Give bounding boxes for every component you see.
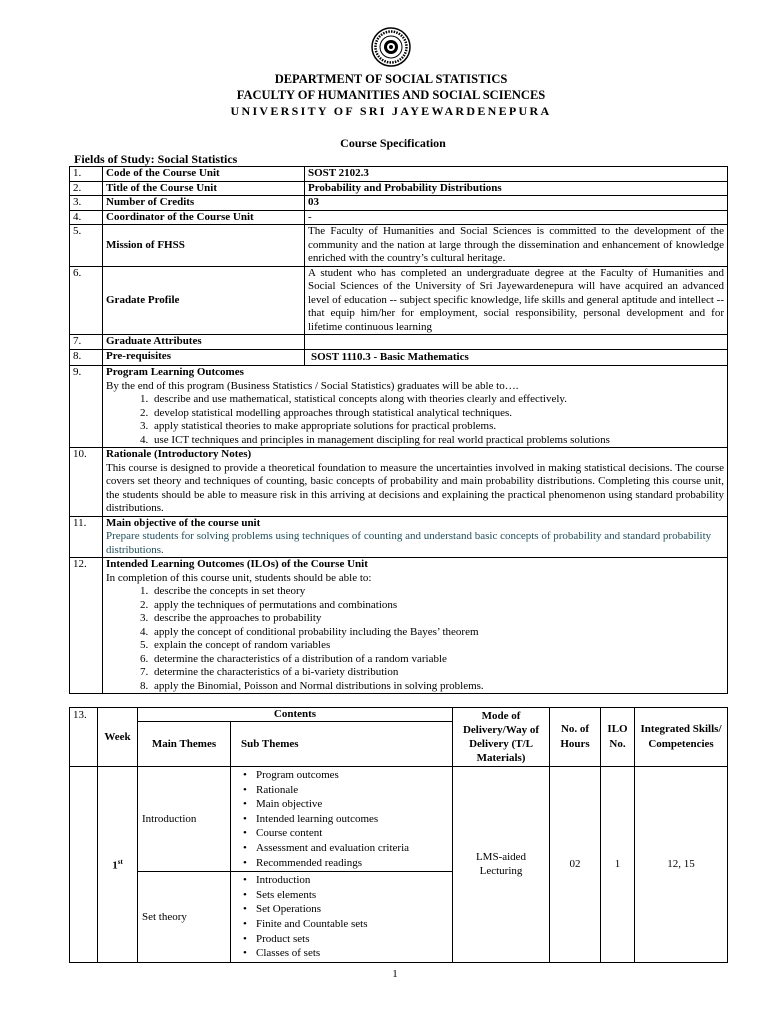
plo-cell <box>103 366 728 448</box>
row-label: Main objective of the course unit <box>106 516 261 529</box>
row-number: 12. <box>70 558 103 694</box>
course-title: Probability and Probability Distributions <box>305 181 728 196</box>
row-label: Rationale (Introductory Notes) <box>106 448 252 460</box>
week-cell <box>98 767 138 963</box>
row-coordinator <box>70 210 728 225</box>
sub-themes-cell <box>231 872 453 963</box>
week-number: 1 <box>112 859 118 872</box>
sub-themes-list <box>234 768 449 870</box>
row-course-code <box>70 167 728 182</box>
main-theme: Introduction <box>138 767 231 872</box>
row-graduate-attributes <box>70 335 728 350</box>
row-label: Graduate Attributes <box>103 335 305 350</box>
row-label: Code of the Course Unit <box>103 167 305 182</box>
list-item: 7. determine the characteristics of a bi-variety distribution <box>151 666 724 680</box>
list-item: 2. apply the techniques of permutations and combinations <box>151 599 724 613</box>
list-item: 4. apply the concept of conditional probability including the Bayes’ theorem <box>151 626 724 640</box>
row-course-title <box>70 181 728 196</box>
list-item: • Finite and Countable sets <box>256 917 449 932</box>
graduate-attributes-value <box>305 335 728 350</box>
row-number: 10. <box>70 448 103 517</box>
ilo-cell <box>103 558 728 694</box>
department-heading: DEPARTMENT OF SOCIAL STATISTICS <box>274 72 508 86</box>
credits-value: 03 <box>305 196 728 211</box>
main-theme: Set theory <box>138 872 231 963</box>
skills-value: 12, 15 <box>635 767 728 963</box>
prerequisites-value: SOST 1110.3 - Basic Mathematics <box>305 349 728 366</box>
row-main-objective <box>70 516 728 558</box>
document-title: Course Specification <box>340 136 446 150</box>
weekly-schedule-table <box>69 707 728 963</box>
row-program-learning-outcomes <box>70 366 728 448</box>
row-number: 6. <box>70 266 103 335</box>
schedule-header-row <box>70 708 728 722</box>
list-item: 3. apply statistical theories to make appropriate solutions for practical problems. <box>151 420 724 434</box>
ilo-header: ILO No. <box>601 708 635 767</box>
ilo-intro: In completion of this course unit, students should be able to: <box>106 571 372 584</box>
main-objective-cell <box>103 516 728 558</box>
row-label: Title of the Course Unit <box>103 181 305 196</box>
rationale-text: This course is designed to provide a theoretical foundation to measure the uncertainties involved in making statistical decisions. The course covers set theory and techniques of counting, basic concepts of probability and main probability distributions. Completing this course unit, the students should be able to measure risk in this arriving at decisions and explaining the practical phenomenon using standard probability distributions. <box>106 461 724 514</box>
delivery-mode: LMS-aided Lecturing <box>453 767 550 963</box>
list-item: • Assessment and evaluation criteria <box>256 841 449 856</box>
coordinator-value: - <box>305 210 728 225</box>
row-number: 11. <box>70 516 103 558</box>
row-label: Gradate Profile <box>103 266 305 335</box>
row-number: 7. <box>70 335 103 350</box>
fields-of-study: Fields of Study: Social Statistics <box>74 152 238 166</box>
list-item: • Course content <box>256 826 449 841</box>
university-heading: UNIVERSITY OF SRI JAYEWARDENEPURA <box>230 104 552 118</box>
university-crest-logo <box>371 27 411 67</box>
row-graduate-profile <box>70 266 728 335</box>
list-item: 4. use ICT techniques and principles in management discipling for real world practical problems solutions <box>151 434 724 448</box>
week-ordinal: st <box>117 858 123 867</box>
week-header: Week <box>98 708 138 767</box>
list-item: • Program outcomes <box>256 768 449 783</box>
row-label: Intended Learning Outcomes (ILOs) of the Course Unit <box>106 558 368 570</box>
list-item: • Intended learning outcomes <box>256 812 449 827</box>
list-item: • Set Operations <box>256 902 449 917</box>
rationale-cell <box>103 448 728 517</box>
sub-themes-header: Sub Themes <box>231 722 453 767</box>
row-mission <box>70 225 728 267</box>
page-number: 1 <box>392 968 398 980</box>
row-label: Program Learning Outcomes <box>106 366 244 378</box>
ilo-list <box>106 585 724 693</box>
list-item: 1. describe and use mathematical, statistical concepts along with theories clearly and effectively. <box>151 393 724 407</box>
list-item: • Product sets <box>256 932 449 947</box>
row-label: Coordinator of the Course Unit <box>103 210 305 225</box>
mission-text: The Faculty of Humanities and Social Sciences is committed to the development of the community and the nation at large through the dissemination and enhancement of knowledge enriched with the country’s cultural heritage. <box>305 225 728 267</box>
list-item: 3. describe the approaches to probability <box>151 612 724 626</box>
list-item: • Main objective <box>256 797 449 812</box>
plo-intro: By the end of this program (Business Statistics / Social Statistics) graduates will be able to…. <box>106 379 519 392</box>
skills-header: Integrated Skills/ Competencies <box>635 708 728 767</box>
list-item: • Classes of sets <box>256 946 449 961</box>
main-themes-header: Main Themes <box>138 722 231 767</box>
row-prerequisites <box>70 349 728 366</box>
row-label: Number of Credits <box>103 196 305 211</box>
list-item: • Recommended readings <box>256 856 449 871</box>
main-objective-text: Prepare students for solving problems using techniques of counting and understand basic concepts of probability and standard probability distributions. <box>106 530 712 556</box>
list-item: • Sets elements <box>256 888 449 903</box>
list-item: • Introduction <box>256 873 449 888</box>
contents-header: Contents <box>138 708 453 722</box>
row-label: Mission of FHSS <box>103 225 305 267</box>
row-label: Pre-requisites <box>103 349 305 366</box>
graduate-profile-text: A student who has completed an undergraduate degree at the Faculty of Humanities and Social Sciences of the University of Sri Jayewardenepura will have acquired an advanced level of education -- subject specific knowledge, life skills and general aptitude and intellect -- that equip him/her for employment, social responsibility, personal development and for lifetime continuous learning <box>305 266 728 335</box>
row-credits <box>70 196 728 211</box>
list-item: 6. determine the characteristics of a distribution of a random variable <box>151 653 724 667</box>
row-number: 2. <box>70 181 103 196</box>
row-rationale <box>70 448 728 517</box>
hours-value: 02 <box>550 767 601 963</box>
sub-themes-cell <box>231 767 453 872</box>
list-item: 8. apply the Binomial, Poisson and Normal distributions in solving problems. <box>151 680 724 694</box>
empty-cell <box>70 767 98 963</box>
row-number: 13. <box>70 708 98 767</box>
sub-themes-list <box>234 873 449 961</box>
list-item: • Rationale <box>256 783 449 798</box>
row-intended-learning-outcomes <box>70 558 728 694</box>
course-spec-table <box>69 166 728 694</box>
row-number: 4. <box>70 210 103 225</box>
list-item: 2. develop statistical modelling approaches through statistical analytical techniques. <box>151 407 724 421</box>
plo-list <box>106 393 724 447</box>
list-item: 5. explain the concept of random variables <box>151 639 724 653</box>
faculty-heading: FACULTY OF HUMANITIES AND SOCIAL SCIENCES <box>236 88 546 102</box>
ilo-value: 1 <box>601 767 635 963</box>
row-number: 1. <box>70 167 103 182</box>
list-item: 1. describe the concepts in set theory <box>151 585 724 599</box>
mode-header: Mode of Delivery/Way of Delivery (T/L Materials) <box>453 708 550 767</box>
table-row <box>70 767 728 872</box>
hours-header: No. of Hours <box>550 708 601 767</box>
row-number: 8. <box>70 349 103 366</box>
row-number: 5. <box>70 225 103 267</box>
row-number: 3. <box>70 196 103 211</box>
course-code: SOST 2102.3 <box>305 167 728 182</box>
row-number: 9. <box>70 366 103 448</box>
